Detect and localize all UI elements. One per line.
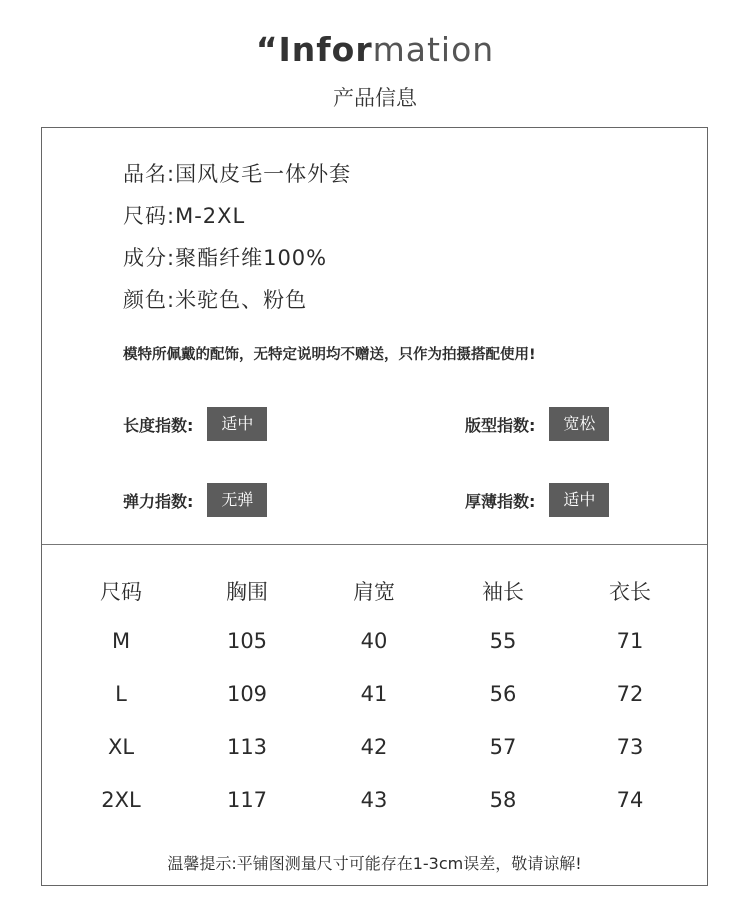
table-cell: 72 (616, 682, 644, 706)
length-index-tag: 适中 (207, 407, 267, 441)
product-material-label: 成分: (123, 246, 176, 270)
measurement-tip: 温馨提示:平铺图测量尺寸可能存在1-3cm误差，敬请谅解! (167, 854, 582, 873)
table-row (42, 682, 707, 712)
table-cell: 40 (360, 629, 388, 653)
product-name-row (123, 158, 351, 188)
table-cell: 41 (360, 682, 388, 706)
table-cell: 73 (616, 735, 644, 759)
table-cell: XL (107, 735, 135, 759)
title-light-part: mation (372, 30, 495, 69)
length-index-label: 长度指数: (123, 415, 194, 435)
header-cell-shoulder: 肩宽 (353, 580, 395, 604)
section-divider (42, 544, 707, 545)
title-quote-mark: “ (255, 30, 279, 69)
table-row (42, 735, 707, 765)
table-row (42, 629, 707, 659)
product-name-label: 品名: (123, 162, 176, 186)
header-cell-size: 尺码 (100, 580, 142, 604)
table-cell: 71 (616, 629, 644, 653)
table-cell: 43 (360, 788, 388, 812)
product-size-row (123, 200, 245, 230)
stretch-index (123, 483, 267, 517)
fit-index-label: 版型指数: (465, 415, 536, 435)
fit-index (465, 407, 609, 441)
size-chart-header-row (42, 576, 707, 606)
header-cell-length: 衣长 (609, 580, 651, 604)
product-name-value: 国风皮毛一体外套 (175, 162, 352, 186)
stretch-index-tag: 无弹 (207, 483, 267, 517)
length-index (123, 407, 267, 441)
thickness-index (465, 483, 609, 517)
table-cell: 74 (616, 788, 644, 812)
table-cell: 105 (226, 629, 268, 653)
table-cell: 117 (226, 788, 268, 812)
table-cell: 57 (489, 735, 517, 759)
info-box (41, 127, 708, 886)
table-cell: 56 (489, 682, 517, 706)
header-cell-sleeve: 袖长 (482, 580, 524, 604)
page-title (0, 30, 750, 69)
table-cell: 113 (226, 735, 268, 759)
product-color-value: 米驼色、粉色 (175, 288, 308, 312)
page-subtitle: 产品信息 (333, 86, 417, 110)
product-material-row (123, 242, 327, 272)
product-color-row (123, 284, 307, 314)
stretch-index-label: 弹力指数: (123, 491, 194, 511)
product-material-value: 聚酯纤维100% (175, 246, 328, 270)
fit-index-tag: 宽松 (549, 407, 609, 441)
title-bold-part: Infor (278, 30, 373, 69)
product-size-value: M-2XL (175, 204, 246, 228)
product-size-label: 尺码: (123, 204, 176, 228)
table-cell: 42 (360, 735, 388, 759)
accessory-note: 模特所佩戴的配饰，无特定说明均不赠送，只作为拍摄搭配使用! (123, 347, 536, 363)
table-cell: M (111, 629, 131, 653)
table-row (42, 788, 707, 818)
table-cell: 55 (489, 629, 517, 653)
thickness-index-label: 厚薄指数: (465, 491, 536, 511)
product-color-label: 颜色: (123, 288, 176, 312)
table-cell: 58 (489, 788, 517, 812)
table-cell: 109 (226, 682, 268, 706)
thickness-index-tag: 适中 (549, 483, 609, 517)
table-cell: L (115, 682, 127, 706)
table-cell: 2XL (101, 788, 141, 812)
header-cell-chest: 胸围 (226, 580, 268, 604)
